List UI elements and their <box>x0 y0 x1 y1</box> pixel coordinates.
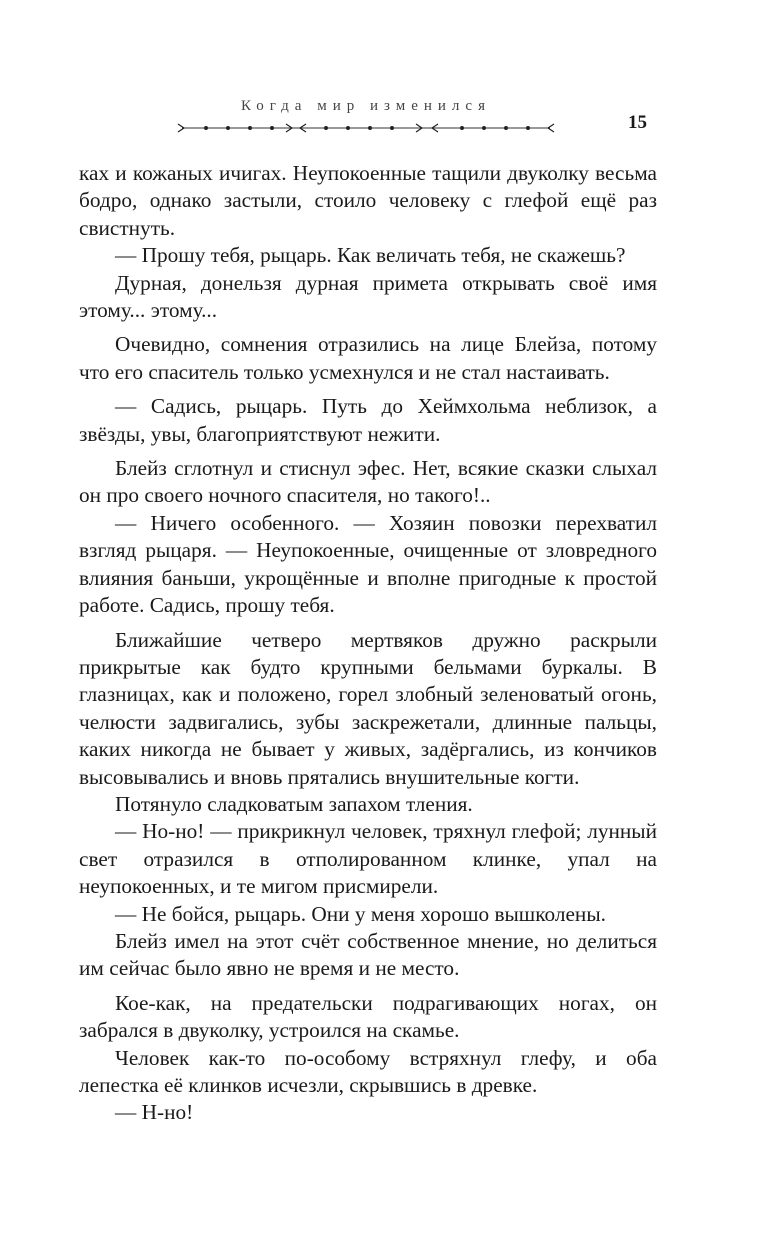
page-number: 15 <box>628 112 647 133</box>
header-ornament <box>176 120 556 136</box>
running-head: Когда мир изменился <box>241 98 491 114</box>
body-text <box>79 160 657 1127</box>
paragraph: Кое-как, на предательски подрагивающих ногах, он забрался в двуколку, устроился на скамье. <box>79 990 657 1043</box>
paragraph: Дурная, донельзя дурная примета открывать своё имя этому... этому... <box>79 270 657 323</box>
paragraph: Потянуло сладковатым запахом тления. <box>115 791 473 816</box>
paragraph: Очевидно, сомнения отразились на лице Блейза, потому что его спаситель только усмехнулся и не стал настаивать. <box>79 332 657 384</box>
paragraph: — Не бойся, рыцарь. Они у меня хорошо вышколены. <box>115 901 606 926</box>
paragraph: — Садись, рыцарь. Путь до Хеймхольма неблизок, а звёзды, увы, благоприятствуют нежити. <box>79 394 657 446</box>
paragraph: — Прошу тебя, рыцарь. Как величать тебя, не скажешь? <box>115 243 626 268</box>
paragraph: — Но-но! — прикрикнул человек, тряхнул глефой; лунный свет отразился в отполированном клинке, упал на неупокоенных, и те мигом присмирели. <box>79 819 657 899</box>
paragraph: — Ничего особенного. — Хозяин повозки перехватил взгляд рыцаря. — Неупокоенные, очищенные от зловредного влияния баньши, укрощённые и вполне пригодные к простой работе. Садись, прошу тебя. <box>79 510 657 618</box>
paragraph: Блейз имел на этот счёт собственное мнение, но делиться им сейчас было явно не время и не место. <box>79 928 657 981</box>
paragraph: Блейз сглотнул и стиснул эфес. Нет, всякие сказки слыхал он про своего ночного спасителя, но такого!.. <box>79 456 657 508</box>
paragraph: — Н-но! <box>115 1100 194 1125</box>
paragraph: Человек как-то по-особому встряхнул глефу, и оба лепестка её клинков исчезли, скрывшись в древке. <box>79 1045 657 1097</box>
paragraph: Ближайшие четверо мертвяков дружно раскрыли прикрытые как будто крупными бельмами буркалы. В глазницах, как и положено, горел злобный зеленоватый огонь, челюсти задвигались, зубы заскрежетали, длинные пальцы, каких никогда не бывает у живых, задёргались, из кончиков высовывались и вновь прятались внушительные когти. <box>79 627 657 789</box>
paragraph: ках и кожаных ичигах. Неупокоенные тащили двуколку весьма бодро, однако застыли, стоило человеку с глефой ещё раз свистнуть. <box>79 161 657 240</box>
